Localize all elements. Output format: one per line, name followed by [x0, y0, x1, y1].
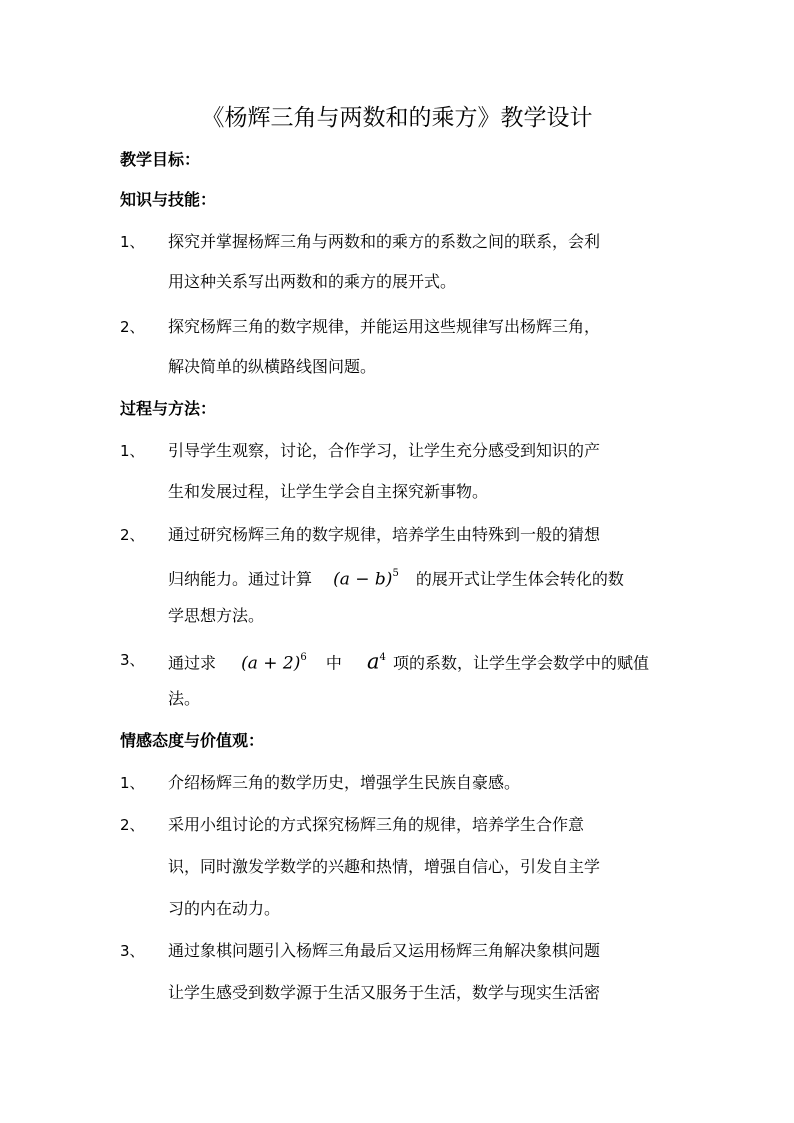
- emotion-item-2-line-3: 习的内在动力。: [168, 899, 281, 918]
- process-item-1-line-2: 生和发展过程，让学生学会自主探究新事物。: [168, 482, 489, 501]
- emotion-item-1-line-1: 介绍杨辉三角的数学历史，增强学生民族自豪感。: [168, 773, 521, 792]
- knowledge-item-2-line-2: 解决简单的纵横路线图问题。: [168, 357, 377, 376]
- process-item-2-line-2-pre: 归纳能力。通过计算: [168, 569, 313, 589]
- emotion-item-2-line-1: 采用小组讨论的方式探究杨辉三角的规律，培养学生合作意: [168, 815, 585, 834]
- emotion-item-3-number: 3、: [120, 942, 145, 960]
- process-item-3-pre: 通过求: [168, 653, 217, 673]
- process-item-1-number: 1、: [120, 442, 145, 460]
- process-item-2-number: 2、: [120, 526, 145, 544]
- knowledge-item-1-line-1: 探究并掌握杨辉三角与两数和的乘方的系数之间的联系，会利: [168, 232, 601, 251]
- process-item-3-line-1: [168, 645, 649, 679]
- knowledge-item-1-number: 1、: [120, 233, 145, 251]
- process-item-1-line-1: 引导学生观察，讨论，合作学习，让学生充分感受到知识的产: [168, 441, 601, 460]
- formula-a-plus-2-power-6: $(a + 2)^6$: [241, 652, 307, 674]
- process-item-2-line-1: 通过研究杨辉三角的数字规律，培养学生由特殊到一般的猜想: [168, 525, 601, 544]
- emotion-item-3-line-1: 通过象棋问题引入杨辉三角最后又运用杨辉三角解决象棋问题: [168, 941, 601, 960]
- knowledge-skills-heading: 知识与技能：: [120, 190, 217, 209]
- knowledge-item-2-number: 2、: [120, 318, 145, 336]
- process-method-heading: 过程与方法：: [120, 399, 217, 418]
- emotion-item-2-number: 2、: [120, 816, 145, 834]
- emotion-item-1-number: 1、: [120, 774, 145, 792]
- emotion-item-3-line-2: 让学生感受到数学源于生活又服务于生活，数学与现实生活密: [168, 983, 601, 1002]
- process-item-2-line-2-post: 的展开式让学生体会转化的数: [415, 569, 624, 589]
- knowledge-item-2-line-1: 探究杨辉三角的数字规律，并能运用这些规律写出杨辉三角，: [168, 317, 601, 336]
- knowledge-item-1-line-2: 用这种关系写出两数和的乘方的展开式。: [168, 272, 457, 291]
- process-item-2-line-2: [168, 561, 624, 595]
- process-item-3-number: 3、: [120, 651, 145, 669]
- process-item-2-line-3: 学思想方法。: [168, 606, 265, 625]
- process-item-3-line-2: 法。: [168, 689, 201, 708]
- emotion-item-2-line-2: 识，同时激发学数学的兴趣和热情，增强自信心，引发自主学: [168, 857, 601, 876]
- process-item-3-post: 项的系数，让学生学会数学中的赋值: [392, 653, 649, 673]
- formula-a-power-4: $a^4$: [366, 649, 386, 674]
- formula-a-minus-b-power-5: $(a - b)^5$: [333, 568, 399, 590]
- process-item-3-mid: 中: [325, 653, 342, 673]
- document-title: 《杨辉三角与两数和的乘方》教学设计: [201, 105, 593, 131]
- teaching-goals-heading: 教学目标：: [120, 150, 201, 169]
- emotion-values-heading: 情感态度与价值观：: [120, 731, 265, 750]
